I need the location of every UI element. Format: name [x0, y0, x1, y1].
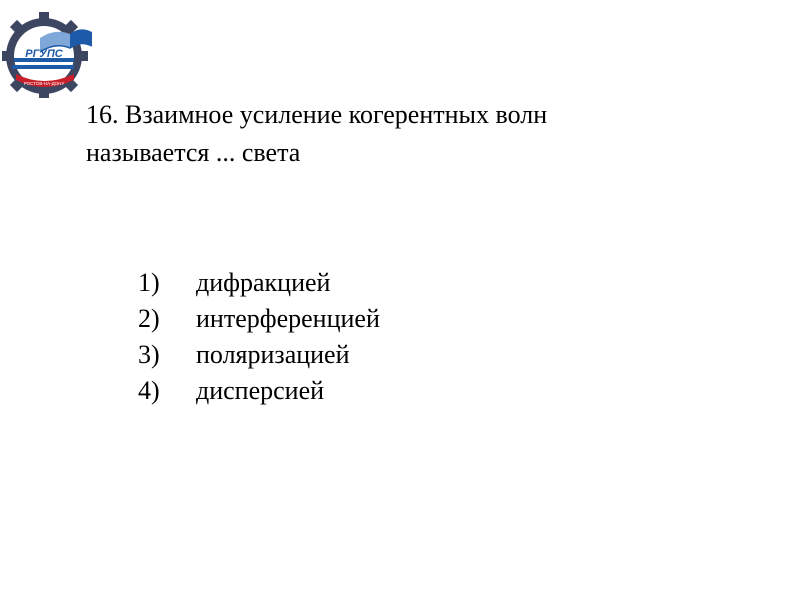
university-logo-icon [0, 4, 96, 100]
option-number: 1) [138, 268, 160, 297]
logo-abbreviation: РГУПС [25, 48, 63, 60]
question-text [86, 96, 686, 172]
logo-ring-text: РОСТОВ-НА-ДОНУ [23, 81, 65, 86]
option-number: 4) [138, 376, 160, 405]
question-line-2: называется ... света [86, 138, 301, 167]
answer-option-4 [138, 373, 380, 409]
answer-option-2 [138, 301, 380, 337]
option-number: 2) [138, 304, 160, 333]
option-label: интерференцией [196, 304, 380, 333]
option-label: дисперсией [196, 376, 325, 405]
university-logo [0, 4, 96, 100]
answer-option-3 [138, 337, 380, 373]
option-label: дифракцией [196, 268, 331, 297]
question-line-1: 16. Взаимное усиление когерентных волн [86, 100, 548, 129]
answer-option-1 [138, 265, 380, 301]
answer-options [138, 265, 380, 409]
option-label: поляризацией [196, 340, 350, 369]
option-number: 3) [138, 340, 160, 369]
